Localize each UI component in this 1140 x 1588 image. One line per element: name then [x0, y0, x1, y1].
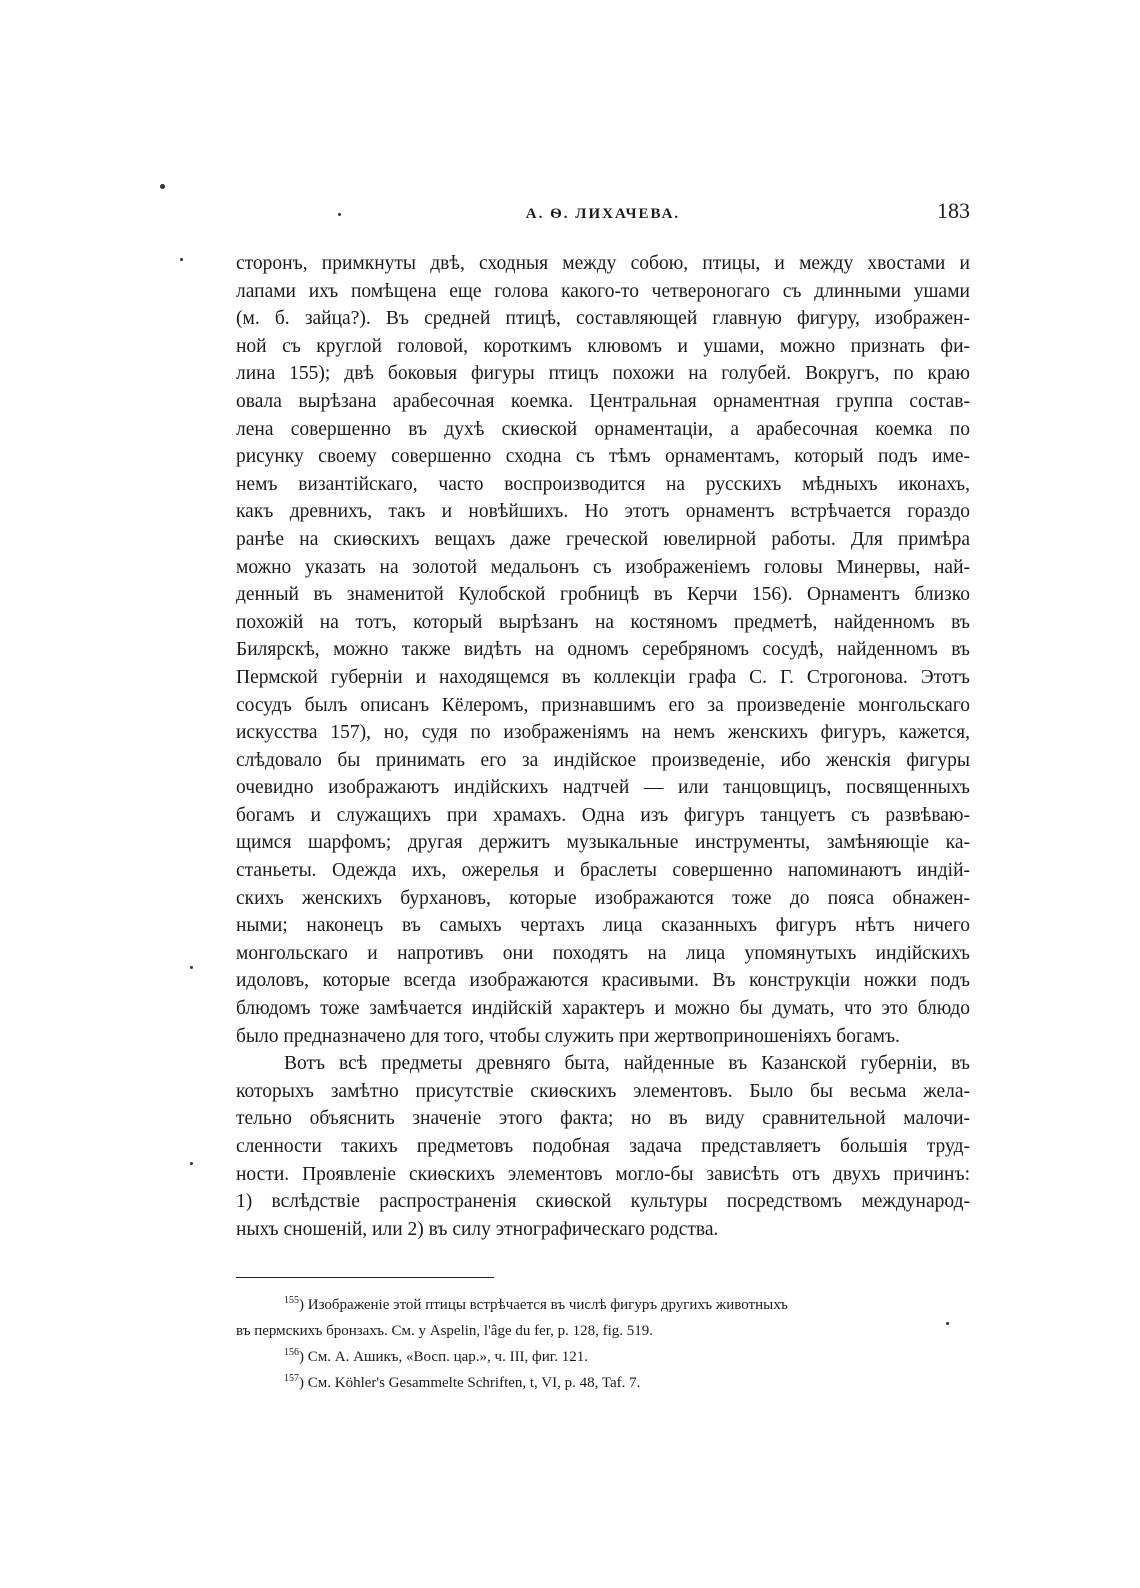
footnote-text: ) См. А. Ашикъ, «Восп. цар.», ч. III, фиг. 121.: [299, 1349, 589, 1365]
footnote: [236, 1370, 970, 1396]
text-line: ной съ круглой головой, короткимъ клювомъ и ушами, можно признать фи-: [236, 335, 970, 357]
text-line: можно указать на золотой медальонъ съ изображеніемъ головы Минервы, най-: [236, 556, 970, 578]
footnote-marker: 157: [284, 1373, 299, 1384]
scan-speck: [190, 966, 193, 969]
text-line: которыхъ замѣтно присутствіе скиѳскихъ элементовъ. Было бы весьма жела-: [236, 1080, 970, 1102]
text-line: богамъ и служащихъ при храмахъ. Одна изъ фигуръ танцуетъ съ развѣваю-: [236, 804, 970, 826]
text-line: 1) вслѣдствіе распространенія скиѳской культуры посредствомъ международ-: [236, 1191, 970, 1213]
text-line: слѣдовало бы принимать его за индійское произведеніе, ибо женскія фигуры: [236, 749, 970, 771]
page-number: 183: [937, 198, 970, 223]
text-line: денный въ знаменитой Кулобской гробницѣ въ Керчи 156). Орнаментъ близко: [236, 584, 970, 606]
footnote-continuation: [236, 1318, 970, 1344]
text-line: Пермской губерніи и находящемся въ коллекціи графа С. Г. Строгонова. Этотъ: [236, 666, 970, 688]
text-line: лапами ихъ помѣщена еще голова какого-то четвероногаго съ длинными ушами: [236, 280, 970, 302]
running-head: А. Ѳ. ЛИХАЧЕВА.: [525, 206, 681, 222]
text-line: овала вырѣзана арабесочная коемка. Центральная орнаментная группа состав-: [236, 390, 970, 412]
footnote: [236, 1344, 970, 1370]
text-line: ранѣе на скиѳскихъ вещахъ даже греческой ювелирной работы. Для примѣра: [236, 528, 970, 550]
text-line: блюдомъ тоже замѣчается индійскій характеръ и можно бы думать, что это блюдо: [236, 998, 970, 1020]
text-line: идоловъ, которые всегда изображаются красивыми. Въ конструкціи ножки подъ: [236, 970, 970, 992]
page-header: [236, 198, 970, 232]
scan-speck: [160, 184, 165, 189]
text-line: ности. Проявленіе скиѳскихъ элементовъ могло-бы зависѣть отъ двухъ причинъ:: [236, 1163, 970, 1185]
text-line: скихъ женскихъ бурхановъ, которые изображаются тоже до пояса обнажен-: [236, 887, 970, 909]
text-line: какъ древнихъ, такъ и новѣйшихъ. Но этотъ орнаментъ встрѣчается гораздо: [236, 501, 970, 523]
text-line: (м. б. зайца?). Въ средней птицѣ, составляющей главную фигуру, изображен-: [236, 308, 970, 330]
footnote-text: въ пермскихъ бронзахъ. См. у Aspelin, l'âge du fer, p. 128, fig. 519.: [236, 1323, 654, 1339]
footnote: [236, 1292, 970, 1318]
scan-speck: [180, 258, 183, 261]
text-line: рисунку своему совершенно сходна съ тѣмъ орнаментамъ, который подъ име-: [236, 446, 970, 468]
text-line: тельно объяснить значеніе этого факта; но въ виду сравнительной малочи-: [236, 1108, 970, 1130]
text-line: монгольскаго и напротивъ они походятъ на лица упомянутыхъ индійскихъ: [236, 942, 970, 964]
footnote-marker: 156: [284, 1347, 299, 1358]
text-line: сосудъ былъ описанъ Кёлеромъ, признавшимъ его за произведеніе монгольскаго: [236, 694, 970, 716]
text-line: щимся шарфомъ; другая держитъ музыкальные инструменты, замѣняющіе ка-: [236, 832, 970, 854]
text-line: ными; наконецъ въ самыхъ чертахъ лица сказанныхъ фигуръ нѣтъ ничего: [236, 915, 970, 937]
text-line: ныхъ сношеній, или 2) въ силу этнографическаго родства.: [236, 1218, 719, 1240]
footnote-text: ) Изображеніе этой птицы встрѣчается въ числѣ фигуръ другихъ животныхъ: [299, 1297, 788, 1313]
text-line: очевидно изображаютъ индійскихъ надтчей — или танцовщицъ, посвященныхъ: [236, 777, 970, 799]
text-line: лена совершенно въ духѣ скиѳской орнаментаціи, а арабесочная коемка по: [236, 418, 970, 440]
scan-speck: [338, 213, 341, 216]
scan-speck: [946, 1322, 949, 1325]
text-line: Билярскѣ, можно также видѣть на одномъ серебряномъ сосудѣ, найденномъ въ: [236, 639, 970, 661]
footnote-text: ) См. Köhler's Gesammelte Schriften, t, VI, p. 48, Taf. 7.: [299, 1375, 641, 1391]
footnote-divider: [236, 1277, 494, 1278]
body-text: [236, 250, 970, 1243]
text-line: было предназначено для того, чтобы служить при жертвоприношеніяхъ богамъ.: [236, 1025, 900, 1047]
text-line: похожій на тотъ, который вырѣзанъ на костяномъ предметѣ, найденномъ въ: [236, 611, 970, 633]
footnotes: [236, 1292, 970, 1396]
text-line: сленности такихъ предметовъ подобная задача представляетъ большія труд-: [236, 1136, 970, 1157]
text-line: искусства 157), но, судя по изображеніямъ на немъ женскихъ фигуръ, кажется,: [236, 722, 970, 744]
text-line: сторонъ, примкнуты двѣ, сходныя между собою, птицы, и между хвостами и: [236, 253, 970, 274]
text-line: лина 155); двѣ боковыя фигуры птицъ похожи на голубей. Вокругъ, по краю: [236, 363, 970, 385]
scan-speck: [190, 1162, 193, 1165]
footnote-marker: 155: [284, 1295, 299, 1306]
text-line: станьеты. Одежда ихъ, ожерелья и браслеты совершенно напоминаютъ индій-: [236, 860, 970, 882]
text-line: немъ византійскаго, часто воспроизводится на русскихъ мѣдныхъ иконахъ,: [236, 473, 970, 495]
paragraph-start-line: Вотъ всѣ предметы древняго быта, найденные въ Казанской губерніи, въ: [284, 1053, 970, 1075]
